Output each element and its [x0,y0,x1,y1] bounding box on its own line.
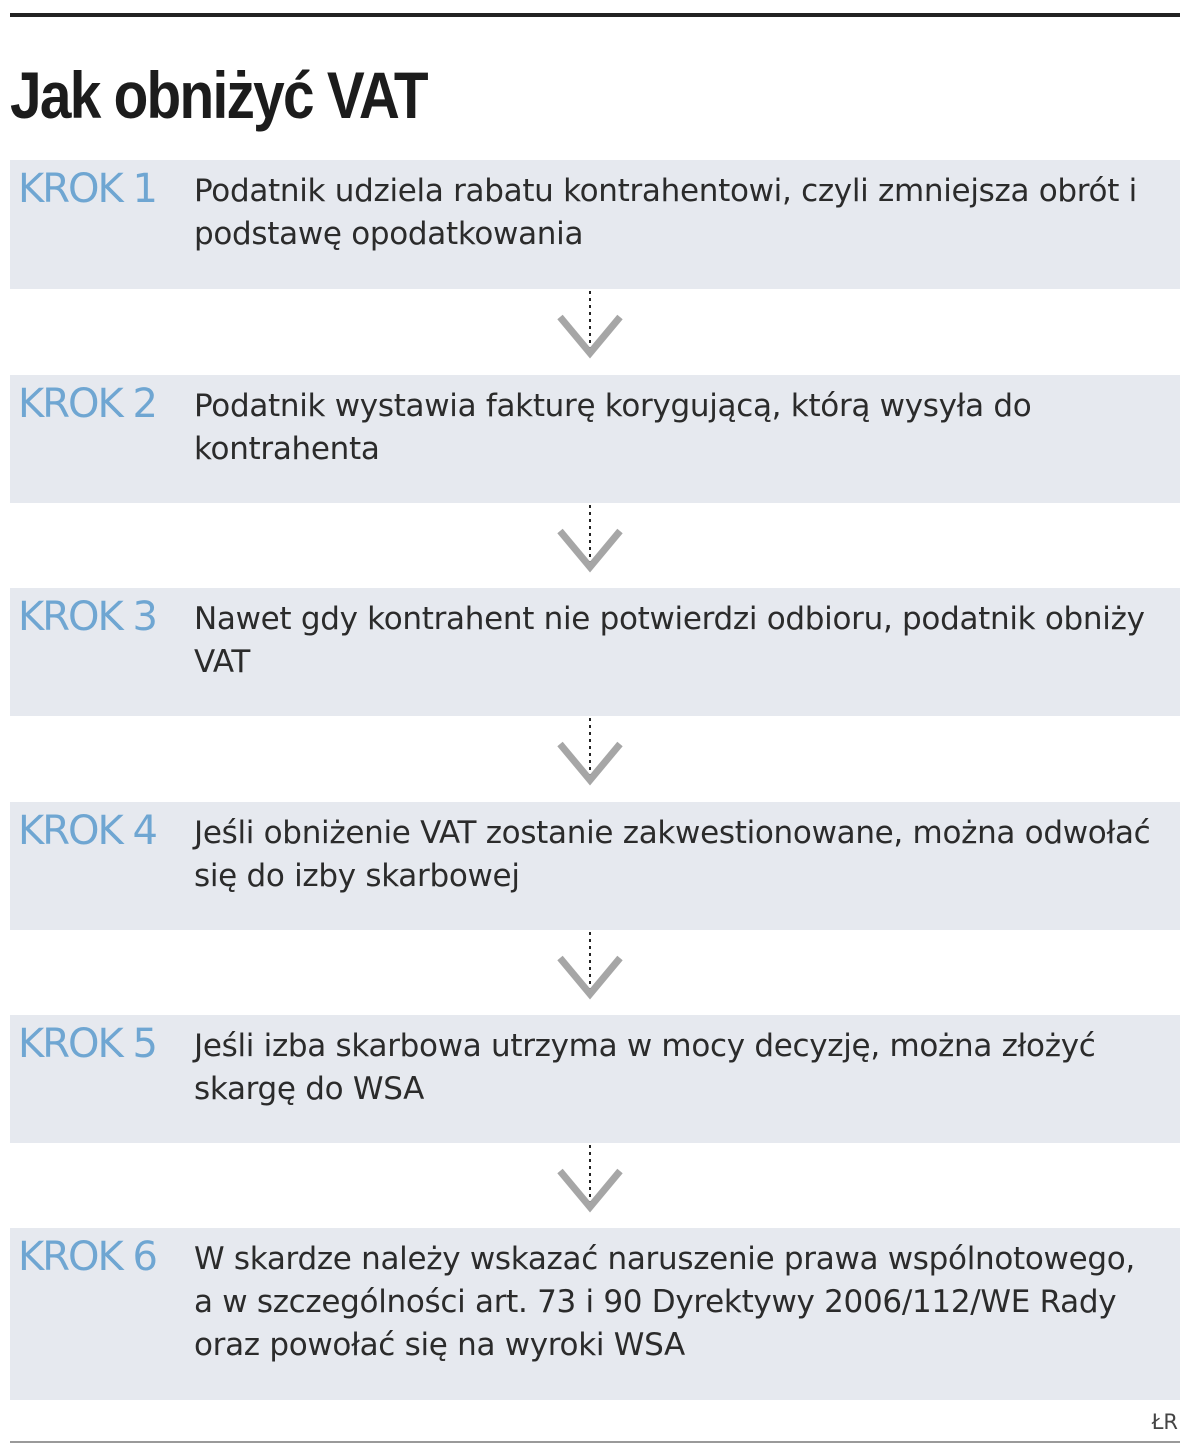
bottom-rule [10,1441,1180,1443]
step-1 [10,160,1180,289]
step-text: W skardze należy wskazać naruszenie prawa wspólnotowego, a w szczególności art. 73 i 90 Dyrektywy 2006/112/WE Rady oraz powołać się na wyroki WSA [194,1241,1135,1363]
chevron-down-icon [555,1143,625,1229]
step-label: KROK 6 [18,1234,156,1280]
source-credit: ŁR [1151,1410,1178,1434]
step-3 [10,588,1180,716]
step-6 [10,1228,1180,1400]
step-label: KROK 5 [18,1021,156,1067]
step-label: KROK 2 [18,381,156,427]
step-label: KROK 4 [18,808,156,854]
step-text: Podatnik udziela rabatu kontrahentowi, czyli zmniejsza obrót i podstawę opodatkowania [194,173,1137,252]
chevron-down-icon [555,503,625,589]
chevron-down-icon [555,716,625,802]
page-title: Jak obniżyć VAT [10,58,427,132]
step-5 [10,1015,1180,1143]
top-rule [10,13,1180,17]
step-label: KROK 1 [18,166,156,212]
step-label: KROK 3 [18,594,156,640]
step-text: Jeśli izba skarbowa utrzyma w mocy decyzję, można złożyć skargę do WSA [194,1028,1096,1107]
step-2 [10,375,1180,503]
step-text: Nawet gdy kontrahent nie potwierdzi odbioru, podatnik obniży VAT [194,601,1145,680]
chevron-down-icon [555,289,625,375]
step-text: Podatnik wystawia fakturę korygującą, którą wysyła do kontrahenta [194,388,1032,467]
chevron-down-icon [555,930,625,1016]
step-text: Jeśli obniżenie VAT zostanie zakwestionowane, można odwołać się do izby skarbowej [194,815,1151,894]
step-4 [10,802,1180,930]
